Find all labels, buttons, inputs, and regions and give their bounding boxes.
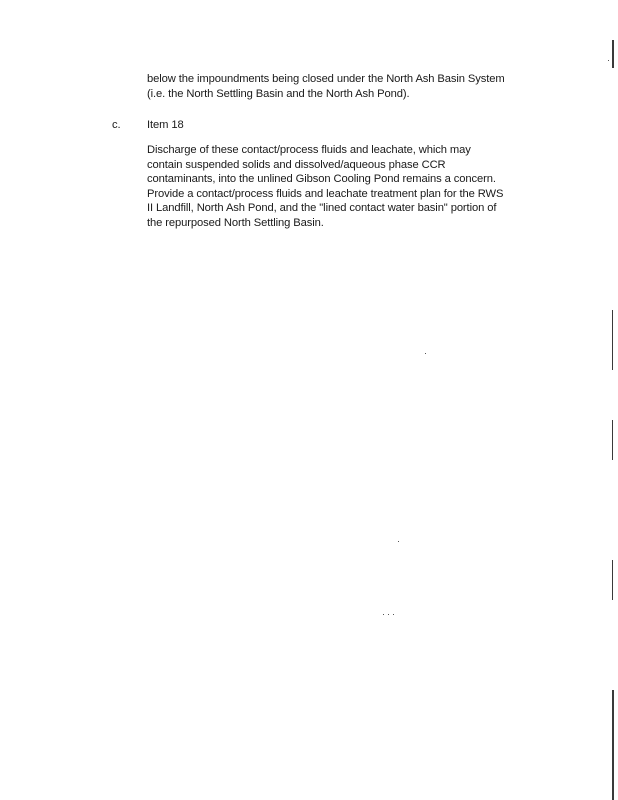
paragraph-line: Provide a contact/process fluids and leachate treatment plan for the RWS xyxy=(147,187,504,200)
item-heading: Item 18 xyxy=(147,119,184,131)
scan-speck xyxy=(393,614,394,615)
scan-speck xyxy=(398,541,399,542)
paragraph-line: contaminants, into the unlined Gibson Cooling Pond remains a concern. xyxy=(147,173,496,186)
paragraph-line: contain suspended solids and dissolved/aqueous phase CCR xyxy=(147,158,446,171)
scan-speck xyxy=(608,60,609,61)
paragraph-line: Discharge of these contact/process fluids and leachate, which may xyxy=(147,144,471,156)
paragraph-line: below the impoundments being closed under the North Ash Basin System xyxy=(147,73,505,85)
continued-paragraph xyxy=(147,72,505,101)
item-marker: c. xyxy=(112,119,121,131)
scan-edge-mark xyxy=(612,420,613,460)
scan-speck xyxy=(388,614,389,615)
paragraph-line: II Landfill, North Ash Pond, and the "lined contact water basin" portion of xyxy=(147,202,497,215)
scan-speck xyxy=(383,614,384,615)
scan-edge-mark xyxy=(612,40,614,68)
scan-edge-mark xyxy=(612,560,613,600)
scan-edge-mark xyxy=(612,690,614,800)
scan-speck xyxy=(425,353,426,354)
scan-edge-mark xyxy=(612,310,613,370)
paragraph-line: (i.e. the North Settling Basin and the North Ash Pond). xyxy=(147,87,410,100)
paragraph-line: the repurposed North Settling Basin. xyxy=(147,216,324,229)
item-paragraph xyxy=(147,143,503,231)
